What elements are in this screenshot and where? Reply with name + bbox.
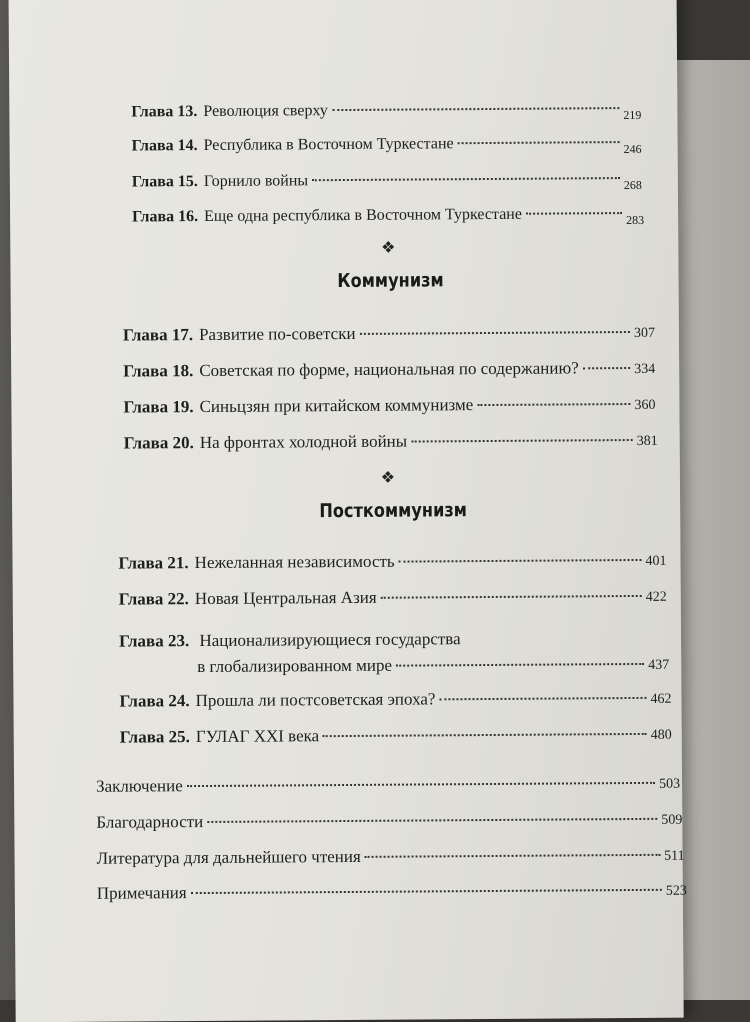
entry-title: Благодарности (96, 812, 204, 832)
toc-entry-18 (123, 358, 655, 382)
toc-entry-24 (119, 688, 671, 712)
page-number: 307 (633, 325, 655, 341)
toc-entry-19 (123, 394, 655, 418)
page-number: 401 (645, 553, 667, 569)
toc-entry-17 (123, 322, 655, 346)
page-number: 360 (634, 397, 656, 413)
chapter-number: Глава 20. (123, 433, 194, 453)
ornament-icon: ❖ (380, 469, 396, 487)
leader-dots (439, 697, 646, 700)
leader-dots (411, 439, 633, 443)
toc-further-reading (96, 845, 684, 869)
chapter-title: Советская по форме, национальная по содержанию? (199, 358, 579, 381)
chapter-number: Глава 19. (123, 397, 194, 417)
leader-dots (381, 595, 642, 599)
toc-entry-14 (132, 134, 642, 156)
leader-dots (399, 559, 642, 563)
toc-entry-16 (132, 205, 644, 227)
chapter-number: Глава 15. (131, 173, 198, 191)
leader-dots (207, 818, 657, 823)
section-title-postcommunism: Посткоммунизм (319, 499, 468, 523)
ornament-icon: ❖ (381, 239, 396, 257)
entry-title: Заключение (95, 776, 183, 796)
toc-entry-15 (132, 170, 642, 192)
chapter-title: Синьцзян при китайском коммунизме (199, 395, 474, 417)
chapter-number: Глава 18. (123, 361, 194, 381)
page-number: 503 (659, 776, 681, 792)
page-number: 511 (664, 848, 685, 864)
leader-dots (477, 403, 630, 406)
toc-entry-22 (119, 586, 667, 610)
chapter-number: Глава 13. (131, 103, 198, 121)
toc-entry-23 (197, 654, 669, 677)
chapter-title: Новая Центральная Азия (194, 587, 377, 609)
page-number: 480 (650, 727, 672, 743)
entry-title: Литература для дальнейшего чтения (96, 846, 361, 868)
book-page (8, 0, 687, 1022)
chapter-title: Прошла ли постсоветская эпоха? (195, 689, 436, 711)
page-number: 381 (636, 433, 658, 449)
chapter-title: Развитие по-советски (198, 323, 356, 345)
chapter-number: Глава 14. (131, 137, 198, 155)
page-number: 437 (648, 657, 670, 673)
page-number: 462 (650, 691, 672, 707)
page-number: 219 (623, 107, 642, 123)
chapter-number: Глава 16. (132, 208, 199, 226)
leader-dots (187, 782, 655, 787)
page-number: 523 (665, 883, 687, 899)
entry-title: Примечания (96, 883, 187, 903)
leader-dots (360, 331, 630, 335)
leader-dots (458, 141, 620, 144)
leader-dots (526, 212, 622, 215)
leader-dots (396, 663, 644, 667)
toc-notes (97, 880, 687, 904)
chapter-title: Республика в Восточном Туркестане (203, 135, 454, 154)
page-number: 509 (661, 812, 683, 828)
leader-dots (191, 889, 662, 894)
leader-dots (365, 854, 660, 858)
chapter-title: Еще одна республика в Восточном Туркестане (204, 205, 522, 225)
chapter-title: ГУЛАГ XXI века (195, 726, 320, 747)
chapter-title: Национализирующиеся государства (199, 629, 461, 651)
page-number: 246 (623, 141, 642, 157)
toc-entry-25 (120, 724, 672, 748)
page-number: 283 (626, 212, 645, 228)
chapter-number: Глава 25. (119, 727, 190, 747)
leader-dots (323, 733, 647, 737)
toc-entry-21 (118, 550, 666, 574)
toc-entry-13 (131, 100, 641, 122)
leader-dots (332, 107, 620, 111)
chapter-title: На фронтах холодной войны (199, 431, 408, 453)
section-title-communism: Коммунизм (337, 269, 444, 293)
chapter-number: Глава 22. (118, 589, 189, 609)
toc-entry-23-line1 (119, 629, 461, 651)
page-number: 334 (634, 361, 656, 377)
chapter-title: Нежеланная независимость (194, 551, 395, 573)
toc-entry-20 (124, 430, 658, 454)
toc-conclusion (96, 773, 680, 797)
chapter-number: Глава 21. (118, 553, 189, 573)
toc-acknowledgements (96, 809, 682, 833)
leader-dots (583, 367, 630, 369)
page-number: 268 (623, 177, 642, 193)
chapter-number: Глава 24. (119, 691, 190, 711)
chapter-title-line2: в глобализированном мире (197, 655, 393, 677)
chapter-number: Глава 17. (122, 325, 194, 345)
chapter-number: Глава 23. (118, 631, 190, 651)
leader-dots (312, 177, 620, 181)
page-number: 422 (645, 589, 667, 605)
chapter-title: Революция сверху (203, 102, 328, 120)
chapter-title: Горнило войны (203, 172, 309, 190)
